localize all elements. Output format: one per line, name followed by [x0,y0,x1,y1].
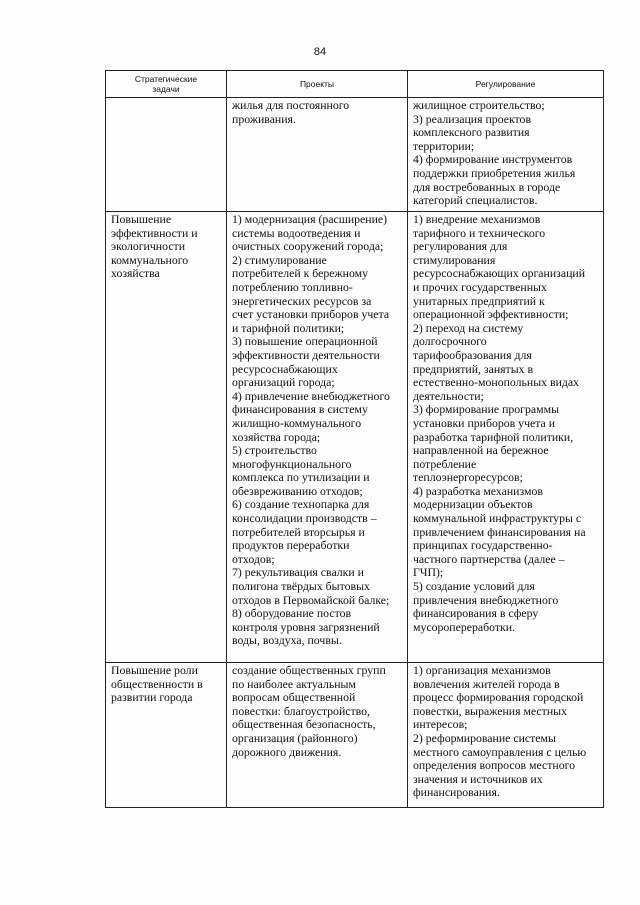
strategy-table [105,70,604,808]
cell-task: Повышение эффективности и экологичности коммунального хозяйства [106,212,227,663]
cell-projects: 1) модернизация (расширение) системы водоотведения и очистных сооружений города; 2) стимулирование потребителей к бережному потреблению топливно- энергетических ресурсов за счет установки приборов учета и тарифной политики; 3) повышение операционной эффективности деятельности ресурсоснабжающих организаций города; 4) привлечение внебюджетного финансирования в систему жилищно-коммунального хозяйства города; 5) строительство многофункционального комплекса по утилизации и обезвреживанию отходов; 6) создание технопарка для консолидации производств – потребителей вторсырья и продуктов переработки отходов; 7) рекультивация свалки и полигона твёрдых бытовых отходов в Первомайской балке; 8) оборудование постов контроля уровня загрязнений воды, воздуха, почвы. [227,212,408,663]
cell-projects: жилья для постоянного проживания. [227,98,408,212]
header-tasks: Стратегические задачи [106,71,227,98]
table-row [106,212,604,663]
table-header-row [106,71,604,98]
header-projects: Проекты [227,71,408,98]
header-regulation: Регулирование [408,71,604,98]
cell-regulation: 1) внедрение механизмов тарифного и технического регулирования для стимулирования ресурсоснабжающих организаций и прочих государственных унитарных предприятий к операционной эффективности; 2) переход на систему долгосрочного тарифообразования для предприятий, занятых в естественно-монопольных видах деятельности; 3) формирование программы установки приборов учета и разработка тарифной политики, направленной на бережное потребление теплоэнергоресурсов; 4) разработка механизмов модернизации объектов коммунальной инфраструктуры с привлечением финансирования на принципах государственно- частного партнерства (далее – ГЧП); 5) создание условий для привлечения внебюджетного финансирования в сферу мусоропереработки. [408,212,604,663]
cell-task: Повышение роли общественности в развитии города [106,663,227,808]
page-number: 84 [313,46,327,58]
cell-regulation: 1) организация механизмов вовлечения жителей города в процесс формирования городской повестки, выражения местных интересов; 2) реформирование системы местного самоуправления с целью определения вопросов местного значения и источников их финансирования. [408,663,604,808]
table-row [106,98,604,212]
cell-regulation: жилищное строительство; 3) реализация проектов комплексного развития территории; 4) формирование инструментов поддержки приобретения жилья для востребованных в городе категорий специалистов. [408,98,604,212]
table-row [106,663,604,808]
cell-projects: создание общественных групп по наиболее актуальным вопросам общественной повестки: благоустройство, общественная безопасность, организация (районного) дорожного движения. [227,663,408,808]
cell-task [106,98,227,212]
